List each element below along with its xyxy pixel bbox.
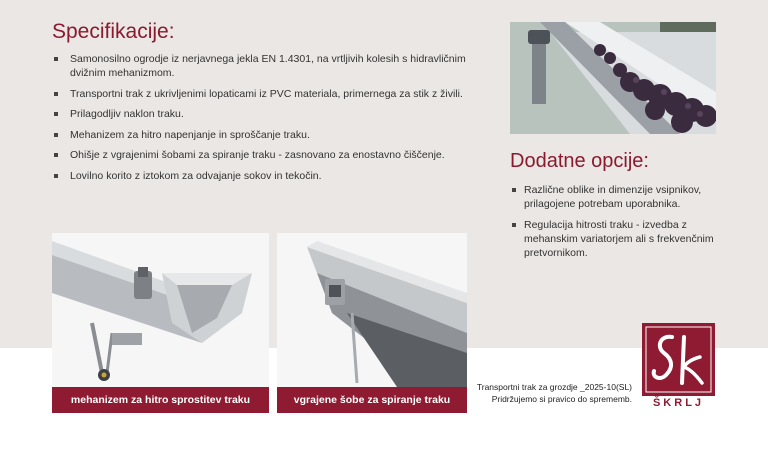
- specifications-list: [52, 52, 482, 189]
- bullet-icon: [54, 133, 58, 137]
- company-logo: [642, 323, 715, 413]
- conveyor-hopper-photo: [52, 233, 269, 387]
- bullet-icon: [54, 153, 58, 157]
- spec-item: Mehanizem za hitro napenjanje in sproščanje traku.: [52, 128, 482, 142]
- options-list: [510, 183, 730, 267]
- card-quick-release: [52, 233, 269, 413]
- spec-item: Lovilno korito z iztokom za odvajanje sokov in tekočin.: [52, 169, 482, 183]
- footer-note: [477, 381, 632, 405]
- options-title: Dodatne opcije:: [510, 150, 649, 172]
- specifications-title: Specifikacije:: [52, 20, 175, 43]
- card-rinse-nozzles: [277, 233, 467, 413]
- logo-name: ŠKRLJ: [652, 397, 705, 409]
- spec-item: Transportni trak z ukrivljenimi lopaticami iz PVC materiala, primernega za stik z živili.: [52, 87, 482, 101]
- bullet-icon: [54, 112, 58, 116]
- option-item: Regulacija hitrosti traku - izvedba z mehanskim variatorjem ali s frekvenčnim pretvornikom.: [510, 218, 730, 260]
- bullet-icon: [54, 57, 58, 61]
- bullet-icon: [54, 174, 58, 178]
- sk-monogram-icon: [642, 323, 715, 396]
- spec-item: Ohišje z vgrajenimi šobami za spiranje traku - zasnovano za enostavno čiščenje.: [52, 148, 482, 162]
- spec-item: Samonosilno ogrodje iz nerjavnega jekla EN 1.4301, na vrtljivih kolesih s hidravličnim dvižnim mehanizmom.: [52, 52, 482, 80]
- logo-monogram: [642, 323, 715, 396]
- card-caption: mehanizem za hitro sprostitev traku: [52, 387, 269, 413]
- conveyor-nozzles-photo: [277, 233, 467, 387]
- disclaimer: Pridržujemo si pravico do sprememb.: [491, 394, 632, 404]
- bullet-icon: [512, 188, 516, 192]
- option-item: Različne oblike in dimenzije vsipnikov, prilagojene potrebam uporabnika.: [510, 183, 730, 211]
- grapes-conveyor-illustration: [510, 22, 716, 134]
- bullet-icon: [54, 92, 58, 96]
- bullet-icon: [512, 223, 516, 227]
- document-reference: Transportni trak za grozdje _2025-10(SL): [476, 382, 632, 392]
- spec-item: Prilagodljiv naklon traku.: [52, 107, 482, 121]
- card-caption: vgrajene šobe za spiranje traku: [277, 387, 467, 413]
- grapes-conveyor-photo: [510, 22, 716, 134]
